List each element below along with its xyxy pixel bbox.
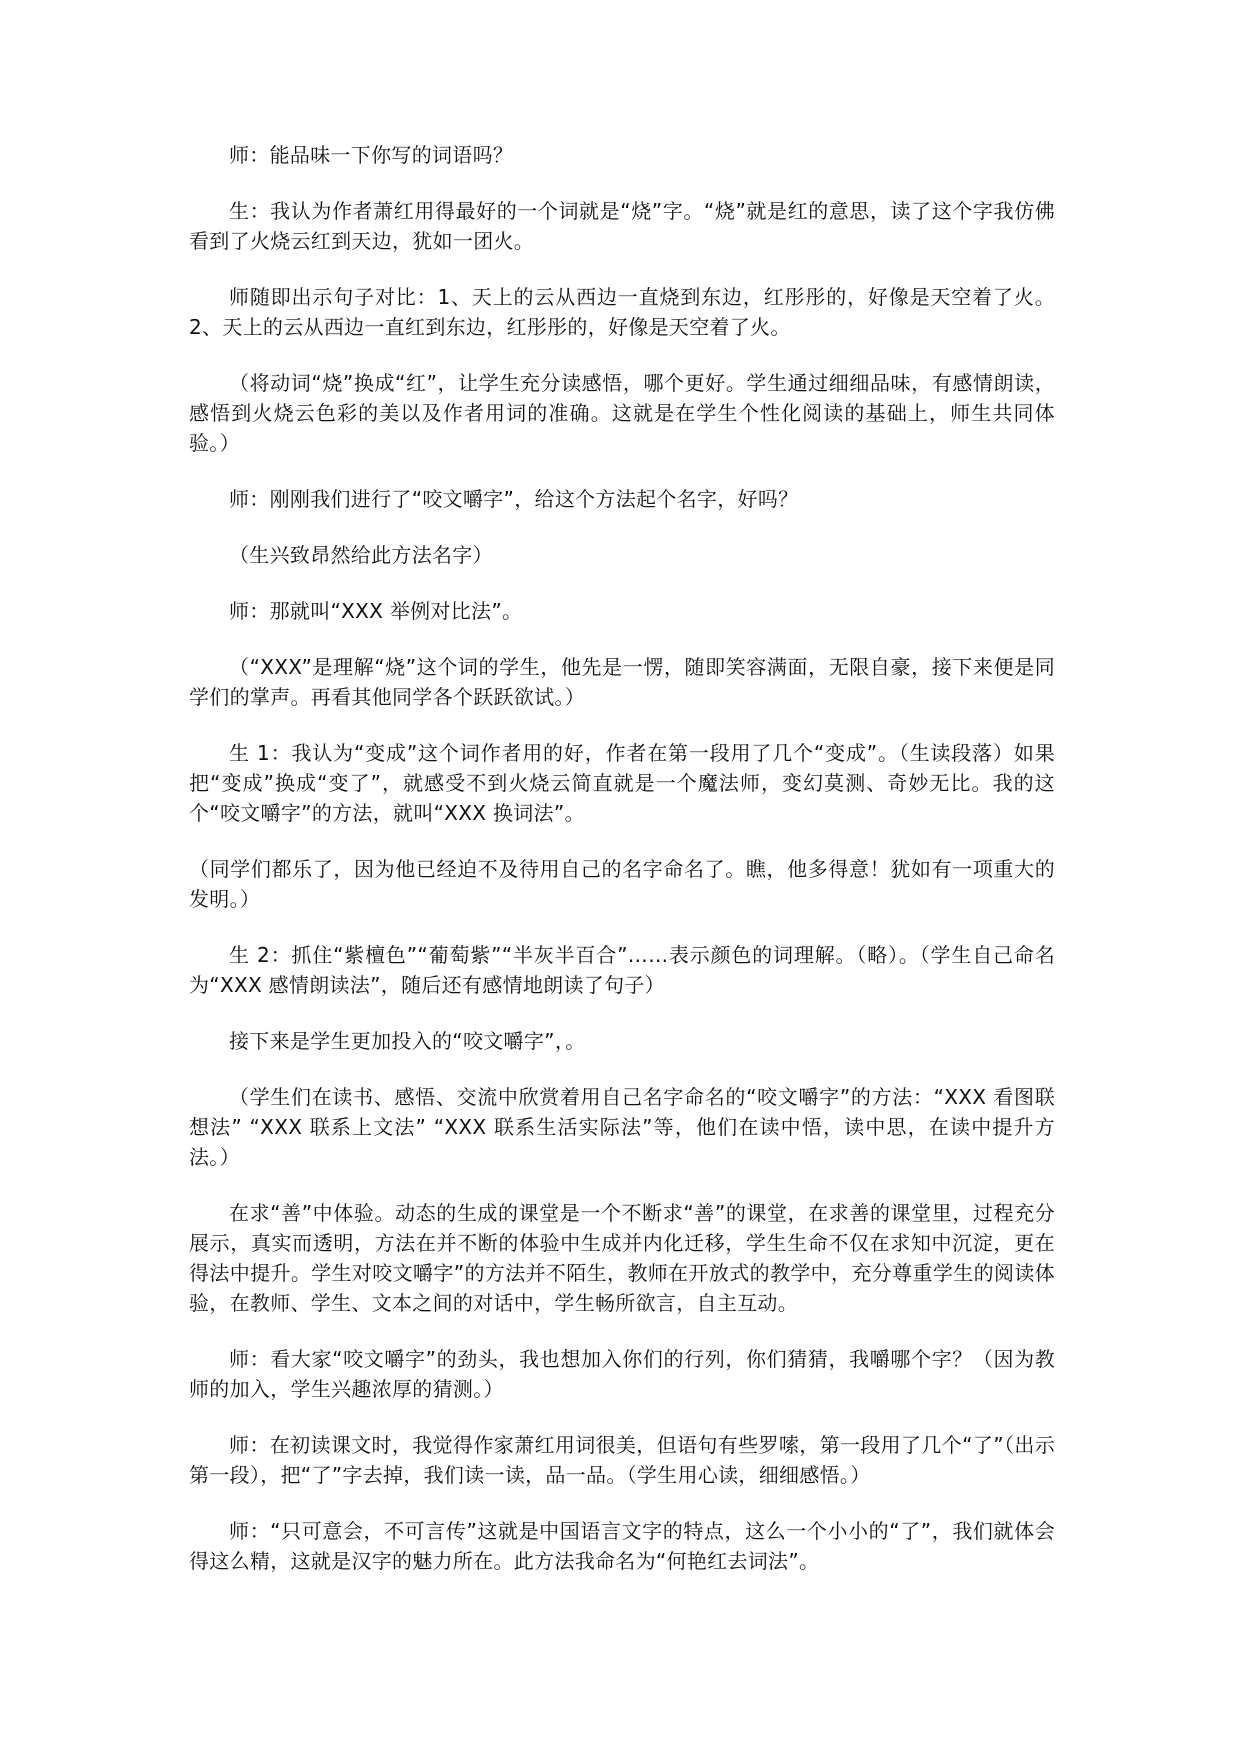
paragraph-8: （“XXX”是理解“烧”这个词的学生，他先是一愣，随即笑容满面，无限自豪，接下来便是同学们的掌声。再看其他同学各个跃跃欲试。） (189, 655, 1055, 709)
paragraph-1: 师：能品味一下你写的词语吗？ (229, 143, 514, 167)
paragraph-16: 师：在初读课文时，我觉得作家萧红用词很美，但语句有些罗嗦，第一段用了几个“了”（出示第一段），把“了”字去掉，我们读一读，品一品。（学生用心读，细细感悟。） (189, 1433, 1055, 1487)
paragraph-14: 在求“善”中体验。动态的生成的课堂是一个不断求“善”的课堂，在求善的课堂里，过程充分展示，真实而透明，方法在并不断的体验中生成并内化迁移，学生生命不仅在求知中沉淀，更在得法中提升。学生对咬文嚼字”的方法并不陌生，教师在开放式的教学中，充分尊重学生的阅读体验，在教师、学生、文本之间的对话中，学生畅所欲言，自主互动。 (189, 1201, 1055, 1315)
paragraph-11: 生 2：抓住“紫檀色”“葡萄紫”“半灰半百合”……表示颜色的词理解。（略）。（学生自己命名为“XXX 感情朗读法”，随后还有感情地朗读了句子） (189, 943, 1055, 997)
paragraph-7: 师：那就叫“XXX 举例对比法”。 (229, 599, 523, 623)
paragraph-4: （将动词“烧”换成“红”，让学生充分读感悟，哪个更好。学生通过细细品味，有感情朗读，感悟到火烧云色彩的美以及作者用词的准确。这就是在学生个性化阅读的基础上，师生共同体验。） (189, 371, 1055, 455)
paragraph-12: 接下来是学生更加投入的“咬文嚼字”，。 (229, 1029, 586, 1053)
paragraph-15: 师：看大家“咬文嚼字”的劲头，我也想加入你们的行列，你们猜猜，我嚼哪个字？（因为教师的加入，学生兴趣浓厚的猜测。） (189, 1347, 1055, 1401)
paragraph-9: 生 1：我认为“变成”这个词作者用的好，作者在第一段用了几个“变成”。（生读段落）如果把“变成”换成“变了”，就感受不到火烧云简直就是一个魔法师，变幻莫测、奇妙无比。我的这个“咬文嚼字”的方法，就叫“XXX 换词法”。 (189, 741, 1055, 825)
paragraph-3: 师随即出示句子对比：1、天上的云从西边一直烧到东边，红彤彤的，好像是天空着了火。2、天上的云从西边一直红到东边，红彤彤的，好像是天空着了火。 (189, 285, 1055, 339)
paragraph-13: （学生们在读书、感悟、交流中欣赏着用自己名字命名的“咬文嚼字”的方法：“XXX 看图联想法” “XXX 联系上文法” “XXX 联系生活实际法”等，他们在读中悟，读中思，在读中提升方法。） (189, 1085, 1055, 1169)
paragraph-10: （同学们都乐了，因为他已经迫不及待用自己的名字命名了。瞧，他多得意！犹如有一项重大的发明。） (189, 857, 1055, 911)
paragraph-17: 师：“只可意会，不可言传”这就是中国语言文字的特点，这么一个小小的“了”，我们就体会得这么精，这就是汉字的魅力所在。此方法我命名为“何艳红去词法”。 (189, 1519, 1055, 1573)
paragraph-5: 师：刚刚我们进行了“咬文嚼字”，给这个方法起个名字，好吗？ (229, 487, 799, 511)
paragraph-6: （生兴致昂然给此方法名字） (229, 543, 493, 567)
paragraph-2: 生：我认为作者萧红用得最好的一个词就是“烧”字。“烧”就是红的意思，读了这个字我仿佛看到了火烧云红到天边，犹如一团火。 (189, 199, 1055, 253)
document-page (189, 140, 1055, 1602)
